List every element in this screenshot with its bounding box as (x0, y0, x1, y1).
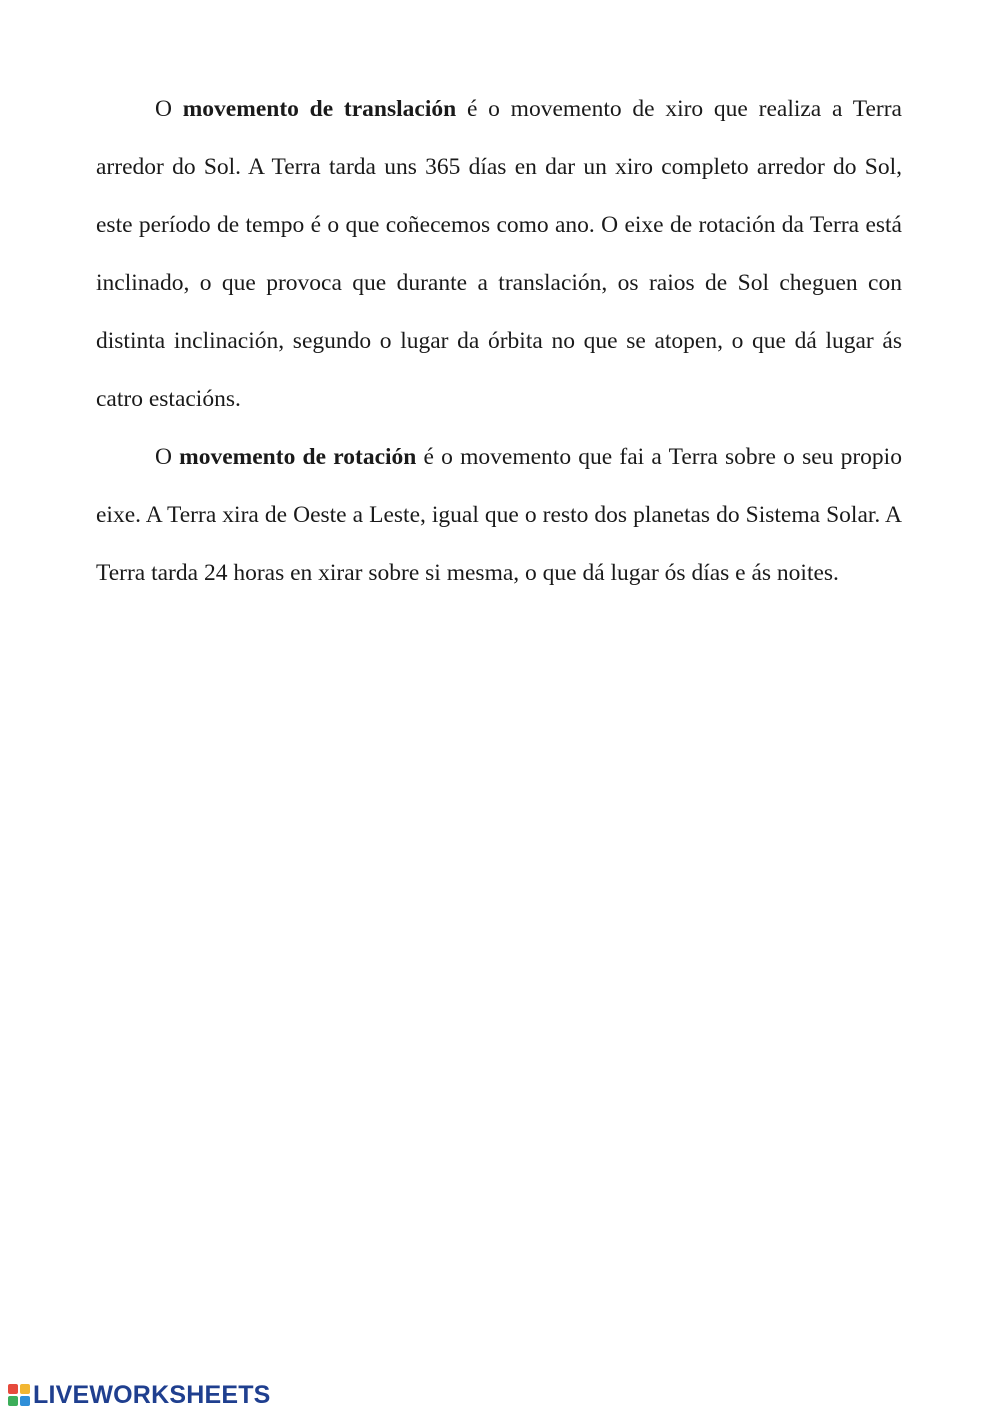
logo-text: LIVEWORKSHEETS (33, 1380, 271, 1409)
paragraph-translation-body: é o movemento de xiro que realiza a Terra arredor do Sol. A Terra tarda uns 365 días en dar un xiro completo arredor do Sol, este período de tempo é o que coñecemos como ano. O eixe de rotación da Terra está inclinado, o que provoca que durante a translación, os raios de Sol cheguen con distinta inclinación, segundo o lugar da órbita no que se atopen, o que dá lugar ás catro estacións. (96, 96, 902, 412)
liveworksheets-logo (8, 1380, 271, 1410)
document-body (96, 80, 902, 602)
logo-square-4 (20, 1396, 30, 1406)
logo-square-1 (8, 1384, 18, 1394)
logo-square-2 (20, 1384, 30, 1394)
term-translation: movemento de translación (182, 96, 457, 122)
liveworksheets-logo-icon (8, 1384, 30, 1406)
paragraph-rotation-intro: O (155, 444, 180, 470)
paragraph-translation-intro: O (155, 96, 183, 122)
paragraph-translation (96, 80, 902, 428)
paragraph-rotation (96, 428, 902, 602)
logo-square-3 (8, 1396, 18, 1406)
term-rotation: movemento de rotación (179, 444, 417, 470)
paragraph-rotation-body: é o movemento que fai a Terra sobre o seu propio eixe. A Terra xira de Oeste a Leste, igual que o resto dos planetas do Sistema Solar. A Terra tarda 24 horas en xirar sobre si mesma, o que dá lugar ós días e ás noites. (96, 444, 902, 586)
